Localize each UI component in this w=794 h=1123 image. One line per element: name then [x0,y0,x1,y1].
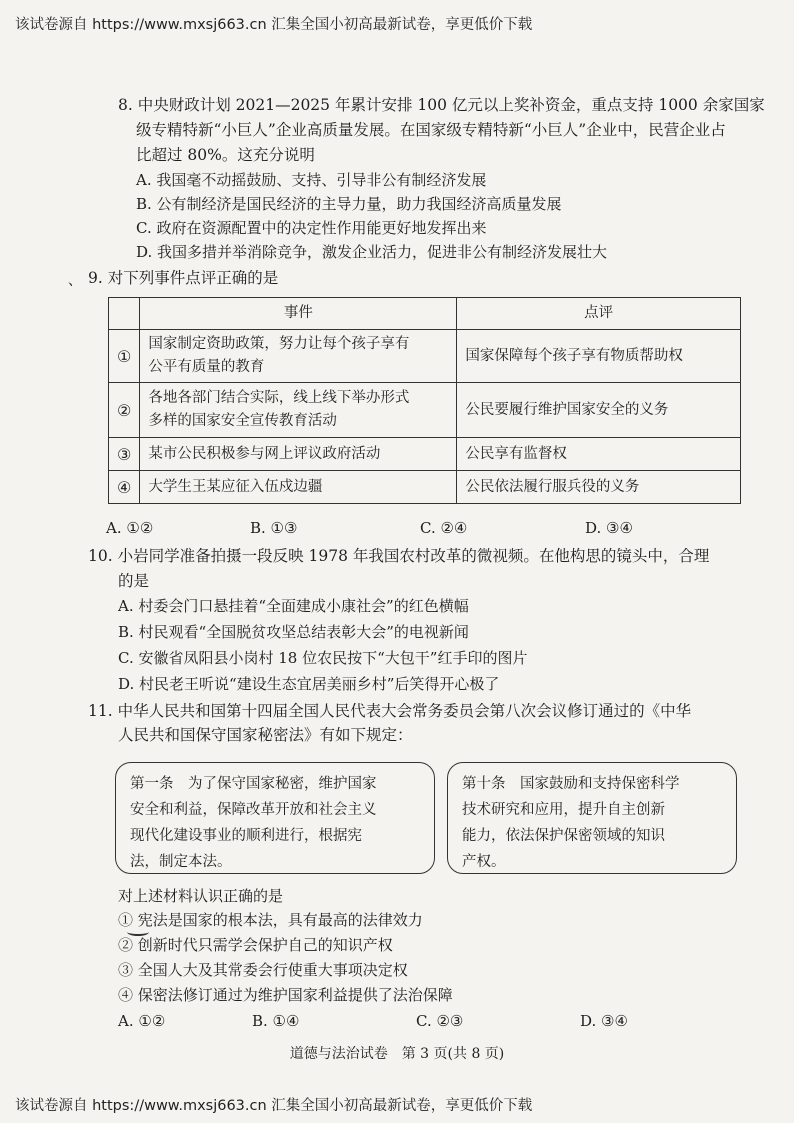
q11-statement-1: ① 宪法是国家的根本法，具有最高的法律效力 [118,911,423,929]
q11-option-c: C. ②③ [416,1012,464,1030]
law-text-line: 产权。 [462,854,506,870]
watermark-bottom: 该试卷源自 https://www.mxsj663.cn 汇集全国小初高最新试卷，享更低价下载 [15,1098,533,1114]
event-cell: 大学生王某应征入伍戍边疆 [140,471,457,504]
q8-line3: 比超过 80%。这充分说明 [136,146,315,164]
q8-line1: 8. 中央财政计划 2021—2025 年累计安排 100 亿元以上奖补资金，重点支持 1000 余家国家 [118,96,765,114]
row-number: ② [109,383,140,438]
q10-option-d: D. 村民老王听说“建设生态宜居美丽乡村”后笑得开心极了 [118,675,500,693]
comment-cell: 国家保障每个孩子享有物质帮助权 [457,330,741,383]
q8-option-d: D. 我国多措并举消除竞争，激发企业活力，促进非公有制经济发展壮大 [136,243,608,261]
law-text-line: 能力，依法保护保密领域的知识 [462,828,665,844]
event-text-line: 各地各部门结合实际，线上线下举办形式 [148,390,410,406]
q11-line1: 11. 中华人民共和国第十四届全国人民代表大会常务委员会第八次会议修订通过的《中华 [88,702,692,720]
q11-line2: 人民共和国保守国家秘密法》有如下规定： [118,726,413,744]
event-cell [140,330,457,383]
event-text-line: 国家制定资助政策，努力让每个孩子享有 [148,336,410,352]
table-header-num [109,298,140,330]
q11-statement-4: ④ 保密法修订通过为维护国家利益提供了法治保障 [118,986,453,1004]
comment-cell: 公民依法履行服兵役的义务 [457,471,741,504]
row-number: ③ [109,438,140,471]
q11-option-d: D. ③④ [580,1012,628,1030]
event-text-line: 多样的国家安全宣传教育活动 [148,413,337,429]
law-text-line: 第一条 为了保守国家秘密，维护国家 [130,776,377,792]
q11-prompt: 对上述材料认识正确的是 [118,887,284,905]
q8-option-b: B. 公有制经济是国民经济的主导力量，助力我国经济高质量发展 [136,195,562,213]
row-number: ④ [109,471,140,504]
law-text-line: 法，制定本法。 [130,854,232,870]
table-row [109,438,741,471]
q9-option-d: D. ③④ [585,519,633,537]
comment-cell: 公民要履行维护国家安全的义务 [457,383,741,438]
q11-statement-2: ② 创新时代只需学会保护自己的知识产权 [118,936,393,954]
q10-option-c: C. 安徽省凤阳县小岗村 18 位农民按下“大包干”红手印的图片 [118,649,528,667]
table-row [109,471,741,504]
table-row [109,383,741,438]
q8-option-a: A. 我国毫不动摇鼓励、支持、引导非公有制经济发展 [136,171,487,189]
law-article-10-box [447,762,737,874]
event-cell: 某市公民积极参与网上评议政府活动 [140,438,457,471]
q11-option-a: A. ①② [118,1012,166,1030]
comment-cell: 公民享有监督权 [457,438,741,471]
table-row [109,330,741,383]
law-text-line: 第十条 国家鼓励和支持保密科学 [462,776,680,792]
q10-option-a: A. 村委会门口悬挂着“全面建成小康社会”的红色横幅 [118,597,469,615]
watermark-top: 该试卷源自 https://www.mxsj663.cn 汇集全国小初高最新试卷，享更低价下载 [15,17,533,33]
q11-statement-3: ③ 全国人大及其常委会行使重大事项决定权 [118,961,408,979]
law-text-line: 安全和利益，保障改革开放和社会主义 [130,802,377,818]
event-cell [140,383,457,438]
q9-option-c: C. ②④ [420,519,468,537]
law-article-1-box [115,762,435,874]
q10-option-b: B. 村民观看“全国脱贫攻坚总结表彰大会”的电视新闻 [118,623,469,641]
events-table [108,297,741,504]
table-header-row [109,298,741,330]
q11-option-b: B. ①④ [252,1012,300,1030]
q10-line2: 的是 [118,572,150,590]
q8-option-c: C. 政府在资源配置中的决定性作用能更好地发挥出来 [136,219,487,237]
page-footer: 道德与法治试卷 第 3 页(共 8 页) [289,1046,505,1062]
q8-line2: 级专精特新“小巨人”企业高质量发展。在国家级专精特新“小巨人”企业中，民营企业占 [136,121,726,139]
table-header-event: 事件 [140,298,457,330]
row-number: ① [109,330,140,383]
q9-stem: 9. 对下列事件点评正确的是 [88,269,279,287]
stray-mark: 、 [68,273,82,289]
law-text-line: 现代化建设事业的顺利进行，根据宪 [130,828,362,844]
q10-line1: 10. 小岩同学准备拍摄一段反映 1978 年我国农村改革的微视频。在他构思的镜头中，合理 [88,547,710,565]
q9-option-a: A. ①② [106,519,154,537]
q9-option-b: B. ①③ [250,519,298,537]
event-text-line: 公平有质量的教育 [148,359,265,375]
table-header-comment: 点评 [457,298,741,330]
law-text-line: 技术研究和应用，提升自主创新 [462,802,665,818]
